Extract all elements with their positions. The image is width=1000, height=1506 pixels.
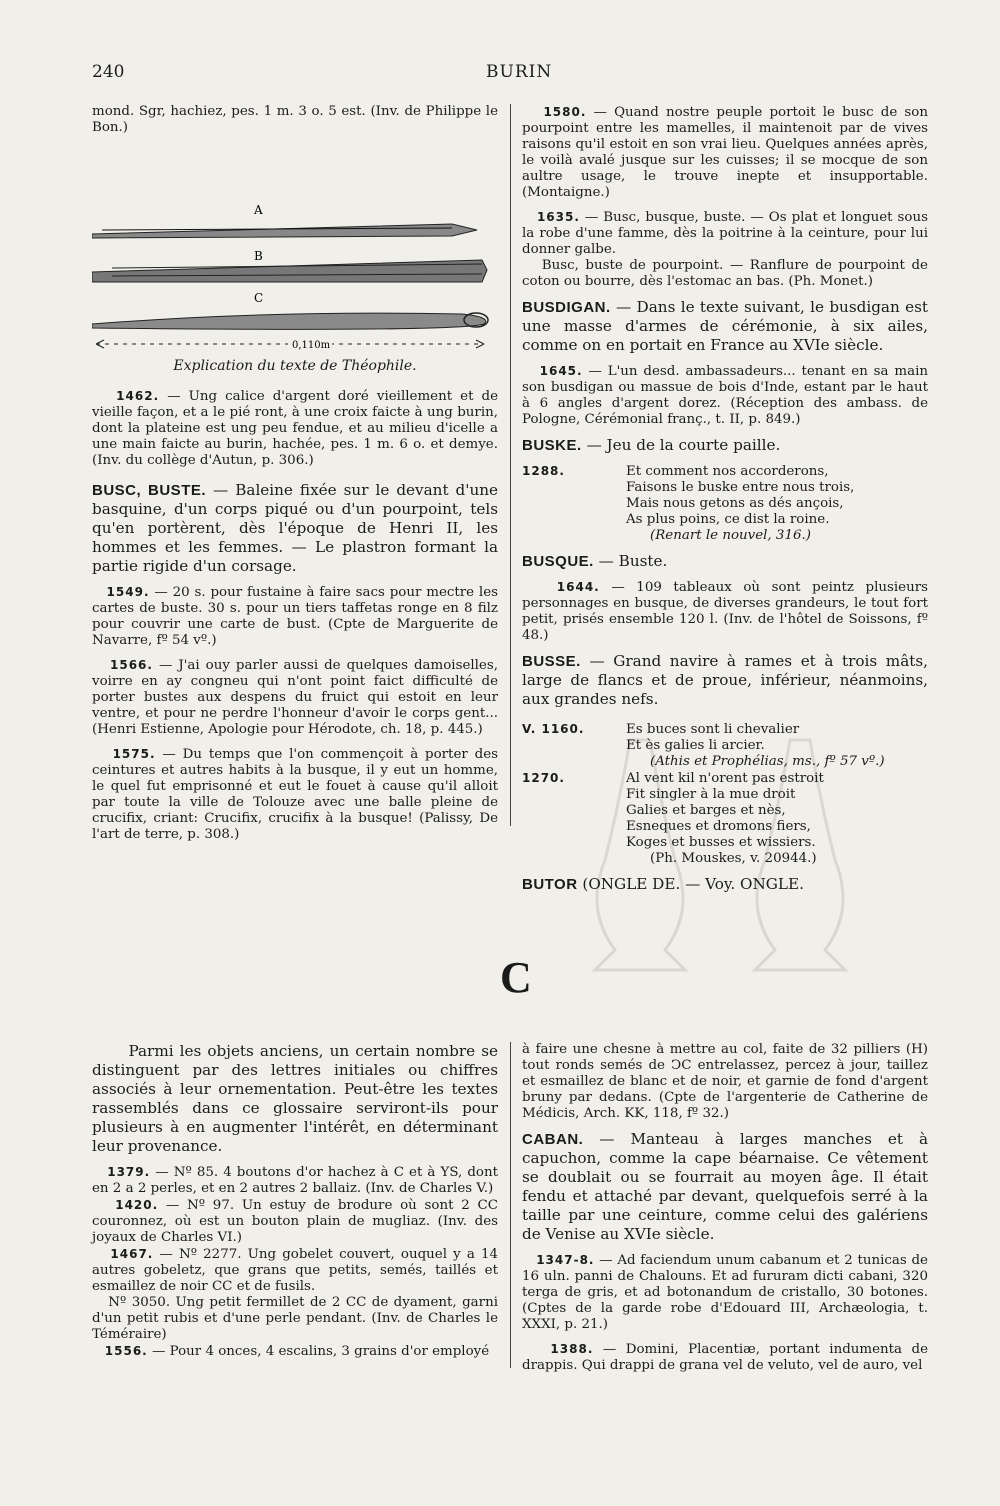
entry-1467: 1467. — Nº 2277. Ung gobelet couvert, ouquel y a 14 autres gobeletz, que grans que petits, semés, taillés et esmaillez de noir CC et de fusils. [92,1247,498,1294]
entry-1645: 1645. — L'un desd. ambassadeurs... tenant en sa main son busdigan ou massue de bois d'Inde, estant par le haut à 6 angles d'argent dorez. (Réception des ambass. de Pologne, Cérémonial franç., t. II, p. 849.) [522,364,928,427]
right-column-bottom [522,1042,928,1374]
entry-1644: 1644. — 109 tableaux où sont peintz plusieurs personnages en busque, de diverses grandeurs, le tout fort petit, prisés ensemble 120 l. (Inv. de l'hôtel de Soissons, fº 48.) [522,580,928,643]
entry-1635-continued: Busc, buste de pourpoint. — Ranflure de pourpoint de coton ou bourre, dès l'estomac an bas. (Ph. Monet.) [522,258,928,289]
headword-buske: BUSKE. — Jeu de la courte paille. [522,436,781,454]
entry-1556-continued: à faire une chesne à mettre au col, faite de 32 pilliers (H) tout ronds semés de ϽC entrelassez, percez à jour, taillez et esmaillez de blanc et de noir, et garnie de fond d'argent bruny par dedans. (Cpte de l'argenterie de Catherine de Médicis, Arch. KK, 118, fº 32.) [522,1042,928,1121]
entry-1566: 1566. — J'ai ouy parler aussi de quelques damoiselles, voirre en ay congneu qui n'ont point faict difficulté de porter bustes aux despens du fruict qui estoit en leur ventre, et pour ne perdre l'honneur d'avoir le corps gent... (Henri Estienne, Apologie pour Hérodote, ch. 18, p. 445.) [92,658,498,737]
headword-caban: CABAN. — Manteau à larges manches et à capuchon, comme la cape béarnaise. Ce vêtement se doublait ou se fourrait au moyen âge. Il était fendu et attaché par devant, quelquefois serré à la taille par une ceinture, comme celui des galériens de Venise au XVIe siècle. [522,1130,928,1243]
column-rule-bottom [510,1042,511,1368]
entry-1347-8: 1347-8. — Ad faciendum unum cabanum et 2 tunicas de 16 uln. panni de Chalouns. Et ad fururam dicti cabani, 320 terga de gris, et ad botonandum de cristallo, 30 botones. (Cptes de la garde robe d'Edouard III, Archæologia, t. XXXI, p. 21.) [522,1253,928,1332]
verse-1288: 1288. Et comment nos accorderons, Faisons le buske entre nous trois, Mais nous getons as dés ançois, As plus poins, ce dist la roine. (Renart le nouvel, 316.) [522,464,855,543]
right-column-top [522,104,928,894]
running-title: BURIN [486,62,553,82]
verse-1270: 1270. Al vent kil n'orent pas estroit Fit singler à la mue droit Galies et barges et nès, Esneques et dromons fiers, Koges et busses et wissiers. (Ph. Mouskes, v. 20944.) [522,771,824,866]
section-intro: Parmi les objets anciens, un certain nombre se distinguent par des lettres initiales ou chiffres associés à leur ornementation. Peut-être les textes rassemblés dans ce glossaire serviront-ils pour plusieurs à en augmenter l'intérêt, en déterminant leur provenance. [92,1042,498,1155]
figure-label-c: C [254,291,264,305]
headword-busque: BUSQUE. — Buste. [522,552,668,570]
left-column-top [92,104,498,843]
headword-busdigan: BUSDIGAN. — Dans le texte suivant, le busdigan est une masse d'armes de cérémonie, à six ailes, comme on en portait en France au XVIe siècle. [522,298,928,354]
entry-1556: 1556. — Pour 4 onces, 4 escalins, 3 grains d'or employé [104,1344,490,1359]
entry-1420: 1420. — Nº 97. Un estuy de brodure où sont 2 CC couronnez, où est un bouton plain de mugliaz. (Inv. des joyaux de Charles VI.) [92,1198,498,1245]
column-rule-top [510,104,511,826]
burin-c-shape [92,313,486,329]
headword-butor: BUTOR (ONGLE DE. — Voy. ONGLE. [522,875,804,893]
headword-busse: BUSSE. — Grand navire à rames et à trois mâts, large de flancs et de proue, inférieur, néanmoins, aux grandes nefs. [522,652,928,708]
figure-label-b: B [254,249,263,263]
entry-1635: 1635. — Busc, busque, buste. — Os plat et longuet sous la robe d'une famme, dès la poitrine à la ceinture, pour lui donner galbe. [522,210,928,257]
page-number: 240 [92,62,125,82]
running-header [0,62,1000,84]
burin-b-shape [92,260,487,282]
paragraph-continued: mond. Sgr, hachiez, pes. 1 m. 3 o. 5 est. (Inv. de Philippe le Bon.) [92,104,498,135]
verse-1160: V. 1160. Es buces sont li chevalier Et ès galies li arcier. (Athis et Prophélias, ms., fº 57 vº.) [522,722,885,769]
entry-1379: 1379. — Nº 85. 4 boutons d'or hachez à C et à YS, dont en 2 a 2 perles, et en 2 autres 2 ballaiz. (Inv. de Charles V.) [92,1165,498,1196]
burin-a-shape [92,224,477,238]
left-column-bottom [92,1042,498,1360]
burin-figure [92,142,498,354]
entry-1575: 1575. — Du temps que l'on commençoit à porter des ceintures et autres habits à la busque, il y eut un homme, le quel fut emprisonné et eut le fouet à cause qu'il alloit par toute la ville de Tolouze avec une balle pleine de crucifix, criant: Crucifix, crucifix à la busque! (Palissy, De l'art de terre, p. 308.) [92,747,498,842]
headword-busc-buste: BUSC, BUSTE. — Baleine fixée sur le devant d'une basquine, d'un corps piqué ou d'un pourpoint, tels qu'en portèrent, dès l'époque de Henri II, les hommes et les femmes. — Le plastron formant la partie rigide d'un corsage. [92,481,498,575]
entry-1580: 1580. — Quand nostre peuple portoit le busc de son pourpoint entre les mamelles, il maintenoit par de vives raisons qu'il estoit en son vrai lieu. Quelques années après, le voilà avalé jusque sur les cuisses; il se mocque de son aultre usage, le trouve inepte et insupportable. (Montaigne.) [522,105,928,200]
entry-1388: 1388. — Domini, Placentiæ, portant indumenta de drappis. Qui drappi de grana vel de veluto, vel de auro, vel [522,1342,928,1373]
figure-label-a: A [254,203,263,217]
burin-drawing [92,142,498,354]
entry-1467-continued: Nº 3050. Ung petit fermillet de 2 CC de dyament, garni d'un petit rubis et d'une perle pendant. (Inv. de Charles le Téméraire) [92,1295,498,1342]
section-letter: C [500,953,532,1002]
entry-1549: 1549. — 20 s. pour fustaine à faire sacs pour mectre les cartes de buste. 30 s. pour un tiers taffetas ronge en 8 filz pour couvrir une carte de bust. (Cpte de Marguerite de Navarre, fº 54 vº.) [92,585,498,648]
entry-1462: 1462. — Ung calice d'argent doré vieillement et de vieille façon, et a le pié ront, à une croix faicte à ung burin, dont la plateine est ung peu fendue, et au milieu d'icelle a une main faicte au burin, hachée, pes. 1 m. 6 o. et demye. (Inv. du collège d'Autun, p. 306.) [92,389,498,468]
scale-label: 0,110m [292,340,331,351]
figure-caption: Explication du texte de Théophile. [173,358,417,374]
